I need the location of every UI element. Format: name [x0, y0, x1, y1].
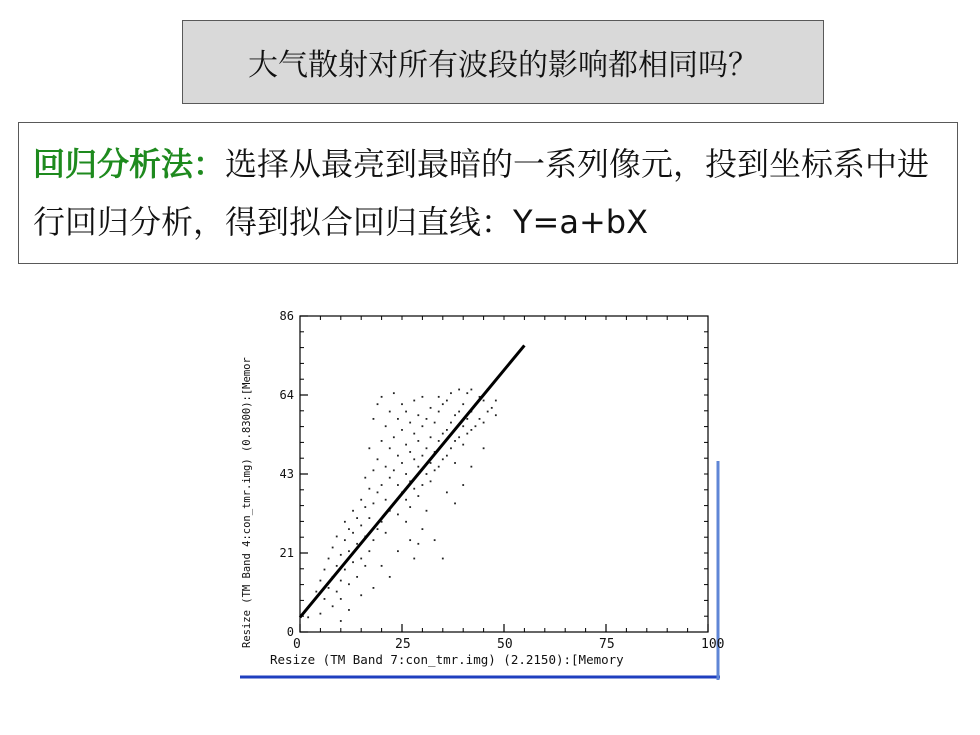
data-point: [438, 440, 440, 442]
regression-line: [300, 345, 524, 617]
data-point: [368, 447, 370, 449]
data-point: [417, 414, 419, 416]
data-point: [356, 517, 358, 519]
data-point: [340, 620, 342, 622]
data-point: [352, 532, 354, 534]
data-point: [377, 458, 379, 460]
data-point: [426, 473, 428, 475]
data-point: [356, 543, 358, 545]
data-point: [397, 550, 399, 552]
data-point: [470, 466, 472, 468]
axes-layer: [240, 309, 724, 680]
data-point: [340, 598, 342, 600]
data-point: [381, 440, 383, 442]
data-point: [401, 403, 403, 405]
x-axis-label: Resize (TM Band 7:con_tmr.img) (2.2150):[Memory: [270, 652, 624, 667]
data-point: [426, 510, 428, 512]
data-point: [479, 418, 481, 420]
data-point: [495, 414, 497, 416]
y-tick-label: 64: [279, 388, 294, 402]
data-point: [373, 469, 375, 471]
data-point: [417, 495, 419, 497]
data-point: [438, 466, 440, 468]
data-point: [417, 466, 419, 468]
data-point: [344, 539, 346, 541]
data-point: [332, 547, 334, 549]
data-point: [320, 580, 322, 582]
data-point: [401, 462, 403, 464]
data-point: [373, 502, 375, 504]
data-point: [397, 514, 399, 516]
data-point: [405, 499, 407, 501]
data-point: [344, 569, 346, 571]
data-point: [393, 392, 395, 394]
data-point: [434, 469, 436, 471]
data-point: [454, 414, 456, 416]
data-point: [430, 480, 432, 482]
data-point: [360, 525, 362, 527]
data-point: [466, 433, 468, 435]
data-point: [385, 466, 387, 468]
scatter-plot-svg: [240, 306, 725, 680]
x-tick-label: 0: [293, 637, 301, 652]
data-point: [373, 418, 375, 420]
data-point: [340, 580, 342, 582]
data-point: [352, 561, 354, 563]
data-point: [413, 458, 415, 460]
data-point: [377, 403, 379, 405]
data-point: [381, 565, 383, 567]
data-point: [397, 484, 399, 486]
data-point: [487, 411, 489, 413]
y-tick-label: 0: [286, 625, 294, 639]
data-point: [324, 598, 326, 600]
data-point: [401, 429, 403, 431]
data-point: [422, 396, 424, 398]
points-layer: [307, 389, 496, 622]
data-point: [454, 462, 456, 464]
question-text: 大气散射对所有波段的影响都相同吗？: [248, 48, 758, 83]
data-point: [409, 539, 411, 541]
data-point: [458, 436, 460, 438]
data-point: [381, 396, 383, 398]
data-point: [450, 422, 452, 424]
data-point: [426, 447, 428, 449]
x-tick-label: 100: [701, 637, 725, 652]
data-point: [426, 418, 428, 420]
data-point: [348, 528, 350, 530]
data-point: [422, 484, 424, 486]
data-point: [385, 499, 387, 501]
data-point: [405, 473, 407, 475]
y-axis-label: Resize (TM Band 4:con_tmr.img) (0.8300):[Memor: [241, 357, 253, 648]
data-point: [466, 392, 468, 394]
data-point: [413, 400, 415, 402]
x-tick-label: 75: [599, 637, 615, 652]
data-point: [413, 488, 415, 490]
data-point: [405, 411, 407, 413]
data-point: [458, 411, 460, 413]
data-point: [442, 458, 444, 460]
data-point: [397, 418, 399, 420]
data-point: [430, 436, 432, 438]
data-point: [364, 565, 366, 567]
data-point: [348, 609, 350, 611]
data-point: [470, 389, 472, 391]
data-point: [377, 491, 379, 493]
data-point: [438, 411, 440, 413]
scatter-chart: [240, 306, 725, 680]
data-point: [389, 411, 391, 413]
data-point: [446, 491, 448, 493]
data-point: [446, 400, 448, 402]
data-point: [413, 558, 415, 560]
data-point: [454, 440, 456, 442]
data-point: [397, 455, 399, 457]
y-tick-label: 21: [279, 546, 294, 560]
data-point: [450, 392, 452, 394]
data-point: [348, 550, 350, 552]
data-point: [393, 469, 395, 471]
data-point: [442, 558, 444, 560]
data-point: [393, 436, 395, 438]
data-point: [344, 521, 346, 523]
data-point: [328, 587, 330, 589]
data-point: [462, 425, 464, 427]
data-point: [442, 403, 444, 405]
data-point: [483, 422, 485, 424]
data-point: [320, 613, 322, 615]
data-point: [360, 558, 362, 560]
data-point: [442, 433, 444, 435]
data-point: [466, 418, 468, 420]
y-tick-label: 43: [279, 467, 294, 481]
data-point: [389, 576, 391, 578]
data-point: [422, 528, 424, 530]
data-point: [332, 605, 334, 607]
data-point: [434, 539, 436, 541]
data-point: [454, 502, 456, 504]
data-point: [368, 488, 370, 490]
data-point: [430, 407, 432, 409]
data-point: [483, 447, 485, 449]
data-point: [340, 554, 342, 556]
data-point: [315, 591, 317, 593]
data-point: [324, 569, 326, 571]
data-point: [389, 477, 391, 479]
data-point: [368, 550, 370, 552]
data-point: [381, 484, 383, 486]
data-point: [413, 433, 415, 435]
method-box: [18, 122, 958, 264]
data-point: [336, 536, 338, 538]
data-point: [491, 407, 493, 409]
x-tick-label: 50: [497, 637, 513, 652]
data-point: [470, 429, 472, 431]
data-point: [385, 425, 387, 427]
data-point: [328, 558, 330, 560]
data-point: [307, 616, 309, 618]
data-point: [405, 521, 407, 523]
question-box: [182, 20, 824, 104]
data-point: [336, 565, 338, 567]
data-point: [483, 400, 485, 402]
x-tick-label: 25: [395, 637, 411, 652]
data-point: [409, 451, 411, 453]
data-point: [462, 403, 464, 405]
data-point: [434, 422, 436, 424]
data-point: [373, 587, 375, 589]
data-point: [462, 484, 464, 486]
data-point: [458, 389, 460, 391]
data-point: [377, 528, 379, 530]
data-point: [446, 429, 448, 431]
data-point: [385, 532, 387, 534]
data-point: [368, 517, 370, 519]
data-point: [356, 576, 358, 578]
data-point: [405, 444, 407, 446]
data-point: [373, 539, 375, 541]
data-point: [417, 440, 419, 442]
data-point: [336, 591, 338, 593]
data-point: [389, 447, 391, 449]
data-point: [422, 455, 424, 457]
data-point: [446, 455, 448, 457]
data-point: [360, 499, 362, 501]
data-point: [364, 506, 366, 508]
method-body: 选择从最亮到最暗的一系列像元，投到坐标系中进行回归分析，得到拟合回归直线：Y=a+bX: [33, 145, 930, 241]
data-point: [360, 594, 362, 596]
data-point: [348, 583, 350, 585]
data-point: [462, 444, 464, 446]
data-point: [438, 396, 440, 398]
method-title: 回归分析法：: [33, 145, 226, 183]
data-point: [364, 477, 366, 479]
data-point: [409, 506, 411, 508]
data-point: [450, 447, 452, 449]
data-point: [495, 400, 497, 402]
data-point: [352, 510, 354, 512]
data-point: [422, 425, 424, 427]
data-point: [409, 422, 411, 424]
y-tick-label: 86: [279, 309, 294, 323]
data-point: [430, 462, 432, 464]
data-point: [417, 543, 419, 545]
plot-frame: [300, 316, 708, 632]
data-point: [475, 425, 477, 427]
